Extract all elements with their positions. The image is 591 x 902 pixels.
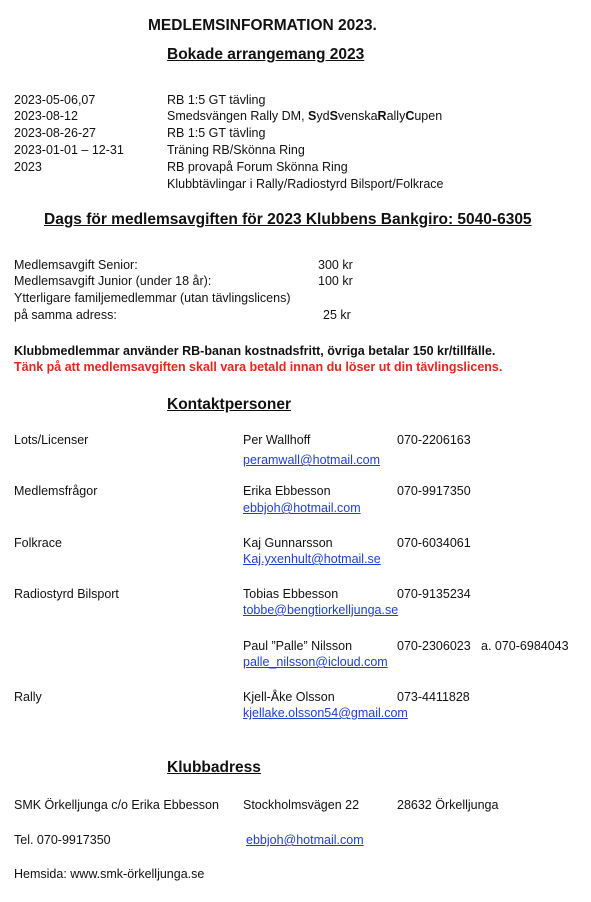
contact-email-link[interactable]: Kaj.yxenhult@hotmail.se (243, 552, 381, 566)
cup-letter: S (329, 109, 338, 123)
contact-alt-phone: a. 070-6984043 (481, 639, 569, 653)
event-desc: Klubbtävlingar i Rally/Radiostyrd Bilsport/Folkrace (167, 177, 444, 191)
cup-letter: C (405, 109, 415, 123)
cup-text: yd (316, 109, 330, 123)
contact-phone: 070-9917350 (397, 484, 471, 498)
address-email-link[interactable]: ebbjoh@hotmail.com (246, 833, 364, 847)
event-desc-cup (167, 108, 442, 124)
contact-role: Lots/Licenser (14, 433, 89, 447)
contact-name: Tobias Ebbesson (243, 587, 339, 601)
contact-phone: 070-2306023 (397, 639, 471, 653)
event-date: 2023-05-06,07 (14, 93, 96, 107)
contact-phone: 070-9135234 (397, 587, 471, 601)
event-desc: RB provapå Forum Skönna Ring (167, 160, 348, 174)
address-phone: Tel. 070-9917350 (14, 833, 111, 847)
website[interactable]: Hemsida: www.smk-örkelljunga.se (14, 867, 205, 881)
event-desc: RB 1:5 GT tävling (167, 126, 266, 140)
cup-letter: S (308, 109, 317, 123)
contact-role: Radiostyrd Bilsport (14, 587, 119, 601)
address-heading: Klubbadress (167, 759, 261, 776)
events-heading: Bokade arrangemang 2023 (167, 46, 365, 63)
address-city: 28632 Örkelljunga (397, 798, 499, 812)
contact-name: Per Wallhoff (243, 433, 311, 447)
contact-name: Kaj Gunnarsson (243, 536, 333, 550)
contact-name: Erika Ebbesson (243, 484, 331, 498)
event-date: 2023-01-01 – 12-31 (14, 143, 124, 157)
event-desc: Smedsvängen Rally DM, (167, 109, 309, 123)
event-desc: RB 1:5 GT tävling (167, 93, 266, 107)
contacts-heading: Kontaktpersoner (167, 396, 292, 413)
contact-name: Kjell-Åke Olsson (243, 690, 335, 704)
event-desc: Träning RB/Skönna Ring (167, 143, 305, 157)
fee-label: Ytterligare familjemedlemmar (utan tävlingslicens) (14, 291, 291, 305)
fee-label: Medlemsavgift Senior: (14, 258, 138, 272)
cup-text: upen (414, 109, 443, 123)
fee-value: 25 kr (323, 308, 351, 322)
fee-value: 300 kr (318, 258, 353, 272)
event-date: 2023 (14, 160, 42, 174)
contact-email-link[interactable]: palle_nilsson@icloud.com (243, 655, 388, 669)
contact-role: Medlemsfrågor (14, 484, 98, 498)
fees-note: Klubbmedlemmar använder RB-banan kostnadsfritt, övriga betalar 150 kr/tillfälle. (14, 344, 496, 358)
contact-email-link[interactable]: ebbjoh@hotmail.com (243, 501, 361, 515)
contact-phone: 073-4411828 (397, 690, 470, 704)
event-date: 2023-08-12 (14, 109, 78, 123)
cup-letter: R (377, 109, 387, 123)
contact-phone: 070-2206163 (397, 433, 471, 447)
cup-text: venska (337, 109, 378, 123)
contact-email-link[interactable]: kjellake.olsson54@gmail.com (243, 706, 408, 720)
contact-email-link[interactable]: tobbe@bengtiorkelljunga.se (243, 603, 399, 617)
address-street: Stockholmsvägen 22 (243, 798, 360, 812)
address-org: SMK Örkelljunga c/o Erika Ebbesson (14, 798, 219, 812)
fee-label: Medlemsavgift Junior (under 18 år): (14, 274, 212, 288)
contact-name: Paul ”Palle” Nilsson (243, 639, 353, 653)
contact-email-link[interactable]: peramwall@hotmail.com (243, 453, 381, 467)
contact-role: Folkrace (14, 536, 62, 550)
cup-text: ally (386, 109, 406, 123)
fee-label: på samma adress: (14, 308, 117, 322)
fee-value: 100 kr (318, 274, 353, 288)
contact-role: Rally (14, 690, 42, 704)
contact-phone: 070-6034061 (397, 536, 471, 550)
event-date: 2023-08-26-27 (14, 126, 97, 140)
fees-heading: Dags för medlemsavgiften för 2023 Klubbens Bankgiro: 5040-6305 (44, 211, 532, 228)
license-warning: Tänk på att medlemsavgiften skall vara betald innan du löser ut din tävlingslicens. (14, 360, 503, 374)
page-title: MEDLEMSINFORMATION 2023. (148, 17, 377, 34)
